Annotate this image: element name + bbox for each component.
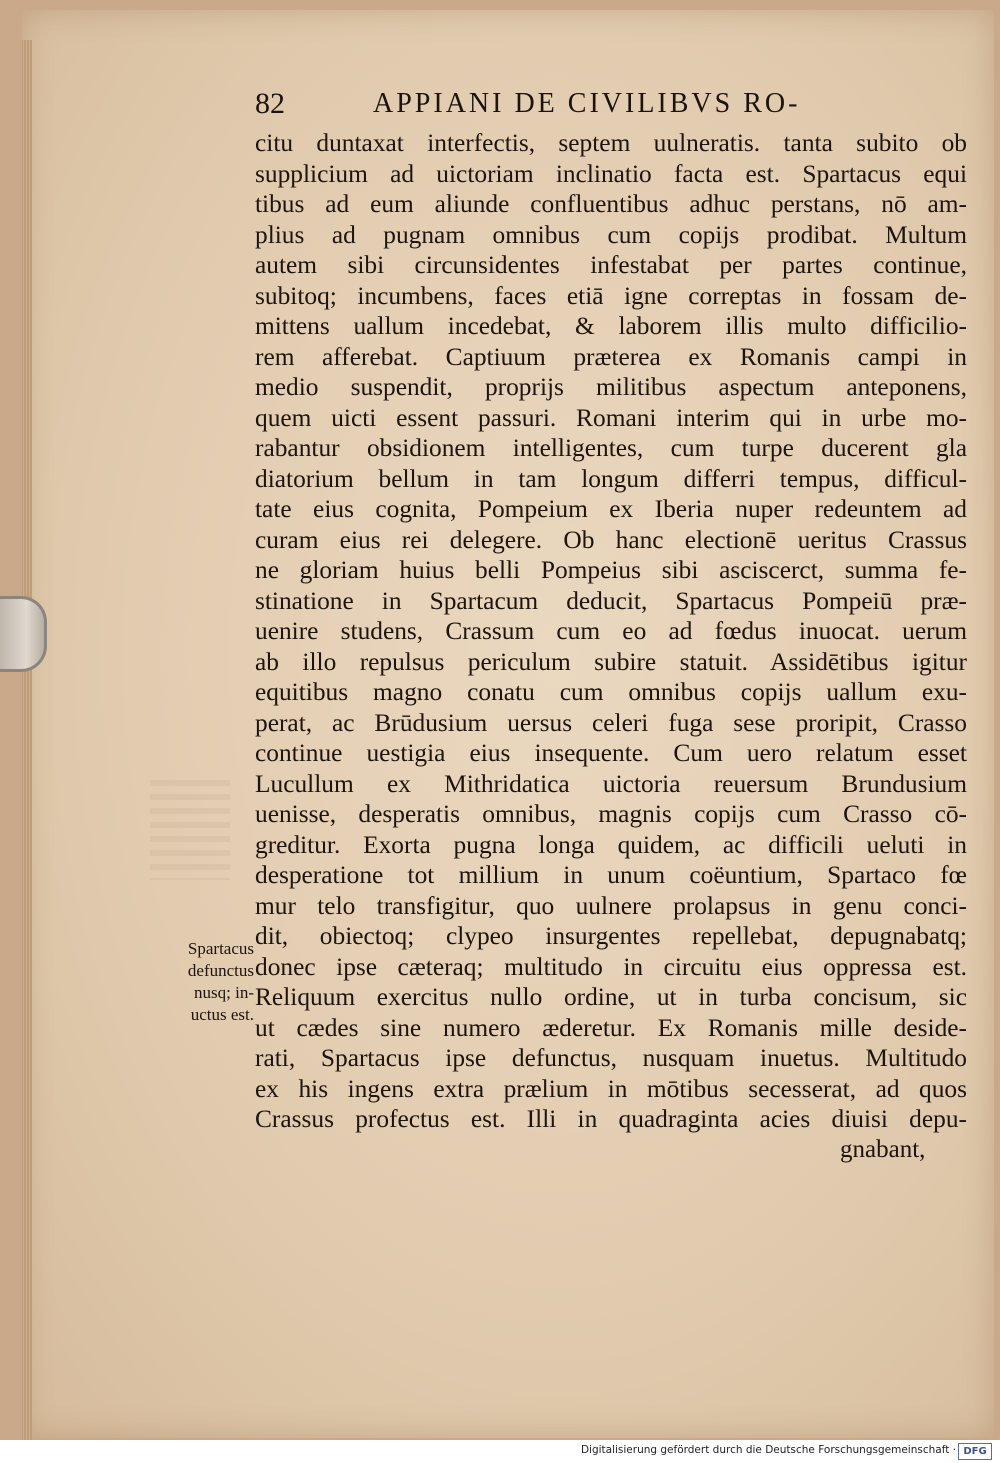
footer-credit: Digitalisierung gefördert durch die Deutsche Forschungsgemeinschaft · [580,1444,956,1456]
marginal-note-line: defunctus [187,961,254,980]
text-line: ut cædes sine numero æderetur. Ex Romanis mille deside- [255,1013,967,1042]
text-line: stinatione in Spartacum deducit, Spartacus Pompeiū præ- [255,586,967,615]
text-line: medio suspendit, proprijs militibus aspectum anteponens, [255,373,967,401]
text-line: continue uestigia eius insequente. Cum uero relatum esset [255,739,967,767]
page-number: 82 [255,87,285,120]
text-line: dit, obiectoq; clypeo insurgentes repellebat, depugnabatq; [255,922,967,950]
text-line: supplicium ad uictoriam inclinatio facta est. Spartacus equi [255,159,967,188]
text-line: uenisse, desperatis omnibus, magnis copijs cum Crasso cō- [255,800,967,828]
text-line: perat, ac Brūdusium uersus celeri fuga sese proripit, Crasso [255,708,967,737]
text-line: rabantur obsidionem intelligentes, cum turpe ducerent gla [255,434,967,462]
text-line: citu duntaxat interfectis, septem uulneratis. tanta subito ob [255,129,967,157]
text-line: quem uicti essent passuri. Romani interim qui in urbe mo- [255,403,967,432]
catchword: gnabant, [840,1136,926,1163]
marginal-note-line: uctus est. [190,1005,254,1024]
marginal-note [130,938,254,1026]
text-line: Reliquum exercitus nullo ordine, ut in turba concisum, sic [255,983,967,1011]
text-line: equitibus magno conatu cum omnibus copijs uallum exu- [255,678,967,706]
text-line: autem sibi circunsidentes infestabat per partes continue, [255,251,967,279]
running-head: APPIANI DE CIVILIBVS RO- [373,88,801,119]
text-line: ab illo repulsus periculum subire statuit. Assidētibus igitur [255,647,967,676]
dfg-logo: DFG [958,1443,992,1460]
marginal-note-line: Spartacus [187,939,254,958]
text-line: mur telo transfigitur, quo uulnere prolapsus in genu conci- [255,891,967,920]
text-line: ne gloriam huius belli Pompeius sibi asciscerct, summa fe- [255,556,967,584]
page-edge-stack [22,40,32,1440]
text-line: curam eius rei delegere. Ob hanc electionē ueritus Crassus [255,525,967,554]
text-line: plius ad pugnam omnibus cum copijs prodibat. Multum [255,220,967,249]
text-line: desperatione tot millium in unum coëuntium, Spartaco fœ [255,861,967,889]
digitization-footer [0,1440,1000,1463]
page-header [255,84,895,124]
text-line: ex his ingens extra prælium in mōtibus secesserat, ad quos [255,1074,967,1103]
body-text [255,128,967,1135]
text-line: diatorium bellum in tam longum differri tempus, difficul- [255,464,967,493]
text-line: greditur. Exorta pugna longa quidem, ac difficili ueluti in [255,830,967,859]
text-line: uenire studens, Crassum cum eo ad fœdus inuocat. uerum [255,617,967,645]
marginal-note-line: nusq; in- [194,983,254,1002]
text-line: donec ipse cæteraq; multitudo in circuitu eius oppressa est. [255,952,967,981]
text-line: tibus ad eum aliunde confluentibus adhuc perstans, nō am- [255,190,967,218]
show-through-text [150,780,230,880]
text-line: Lucullum ex Mithridatica uictoria reuersum Brundusium [255,769,967,798]
text-line: rati, Spartacus ipse defunctus, nusquam inuetus. Multitudo [255,1044,967,1072]
text-line: mittens uallum incedebat, & laborem illis multo difficilio- [255,312,967,340]
text-line: rem afferebat. Captiuum præterea ex Romanis campi in [255,342,967,371]
text-line: subitoq; incumbens, faces etiā igne correptas in fossam de- [255,281,967,310]
text-line: tate eius cognita, Pompeium ex Iberia nuper redeuntem ad [255,495,967,523]
text-line: Crassus profectus est. Illi in quadraginta acies diuisi depu- [255,1105,967,1133]
page-clip [0,596,47,672]
